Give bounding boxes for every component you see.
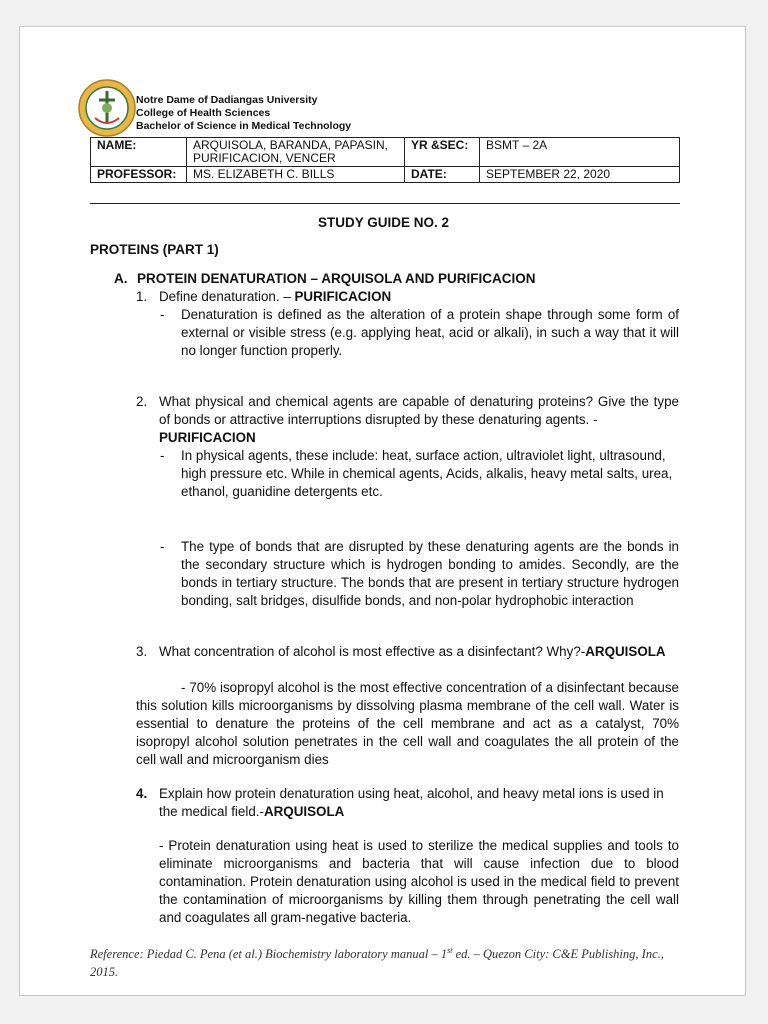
section-heading: PROTEINS (PART 1) (90, 242, 219, 257)
program-name: Bachelor of Science in Medical Technology (136, 120, 352, 132)
question-2-text: What physical and chemical agents are capable of denaturing proteins? Give the type of bonds or attractive interruptions disrupted by these denaturing agents. - (159, 394, 679, 427)
answer-4: - Protein denaturation using heat is used to sterilize the medical supplies and tools to eliminate microorganisms and bacteria that will cause infection due to blood contamination. Protein denaturation using alcohol is used in the medical field to prevent the contamination of microorganisms by killing them through penetrating the cell wall and coagulates all gram-negative bacteria. (159, 838, 679, 925)
date-label: DATE: (405, 167, 480, 183)
yrsec-label: YR &SEC: (405, 138, 480, 167)
date-value: SEPTEMBER 22, 2020 (480, 167, 680, 183)
subsection-title: PROTEIN DENATURATION – ARQUISOLA AND PURIFICACION (137, 271, 536, 286)
subsection-letter: A. (114, 271, 128, 286)
question-3 (159, 643, 699, 661)
question-4-text: Explain how protein denaturation using heat, alcohol, and heavy metal ions is used in the medical field.- (159, 786, 664, 819)
answer-1: Denaturation is defined as the alteration of a protein shape through some form of external or visible stress (e.g. applying heat, acid or alkali), in such a way that it will no longer function properly. (181, 307, 679, 358)
name-label: NAME: (91, 138, 187, 167)
question-4-number: 4. (136, 786, 148, 801)
answer-2a: In physical agents, these include: heat, surface action, ultraviolet light, ultrasound, high pressure etc. While in chemical agents, Acids, alkalis, heavy metal salts, urea, ethanol, guanidine detergents etc. (181, 448, 673, 499)
university-seal-logo (77, 78, 137, 138)
table-row (91, 138, 680, 167)
document-title: STUDY GUIDE NO. 2 (317, 215, 450, 230)
horizontal-divider (90, 203, 680, 204)
reference-text: Reference: Piedad C. Pena (et al.) Biochemistry laboratory manual – 1 (90, 947, 448, 962)
question-4-author: ARQUISOLA (263, 804, 345, 819)
question-2-number: 2. (136, 394, 148, 409)
question-2-author: PURIFICACION (159, 430, 256, 445)
reference-citation (90, 942, 680, 981)
answer-3: - 70% isopropyl alcohol is the most effective concentration of a disinfectant because this solution kills microorganisms by dissolving plasma membrane of the cell wall. Water is essential to denature the proteins of the cell membrane and act as a catalyst, 70% isopropyl alcohol solution penetrates in the cell wall and coagulates the all protein of the cell wall and microorganism dies (136, 680, 679, 767)
question-3-author: ARQUISOLA (585, 644, 666, 659)
question-1-author: PURIFICACION (294, 289, 392, 304)
question-1-number: 1. (136, 289, 148, 304)
question-1-text: Define denaturation. – (159, 289, 295, 304)
professor-label: PROFESSOR: (91, 167, 187, 183)
answer-dash: - (160, 307, 165, 322)
reference-superscript: st (447, 946, 453, 955)
reference-text-end: ed. – Quezon City: C&E Publishing, Inc., 2015. (90, 947, 664, 980)
yrsec-value: BSMT – 2A (480, 138, 680, 167)
question-3-text: What concentration of alcohol is most effective as a disinfectant? Why?- (159, 644, 586, 659)
question-1 (159, 288, 679, 306)
professor-value: MS. ELIZABETH C. BILLS (187, 167, 405, 183)
answer-2b: The type of bonds that are disrupted by these denaturing agents are the bonds in the secondary structure which is hydrogen bonding to amides. Secondly, are the bonds in tertiary structure. The bonds that are present in tertiary structure hydrogen bonding, salt bridges, disulfide bonds, and non-polar hydrophobic interaction (181, 539, 679, 608)
answer-dash: - (160, 539, 165, 554)
question-4 (159, 785, 679, 821)
table-row (91, 167, 680, 183)
student-info-table (90, 137, 680, 183)
document-page (19, 26, 746, 996)
university-name: Notre Dame of Dadiangas University (136, 94, 318, 106)
name-value: ARQUISOLA, BARANDA, PAPASIN, PURIFICACION, VENCER (187, 138, 405, 167)
university-header (136, 94, 351, 133)
question-3-number: 3. (136, 644, 148, 659)
college-name: College of Health Sciences (136, 107, 271, 119)
answer-dash: - (160, 448, 165, 463)
